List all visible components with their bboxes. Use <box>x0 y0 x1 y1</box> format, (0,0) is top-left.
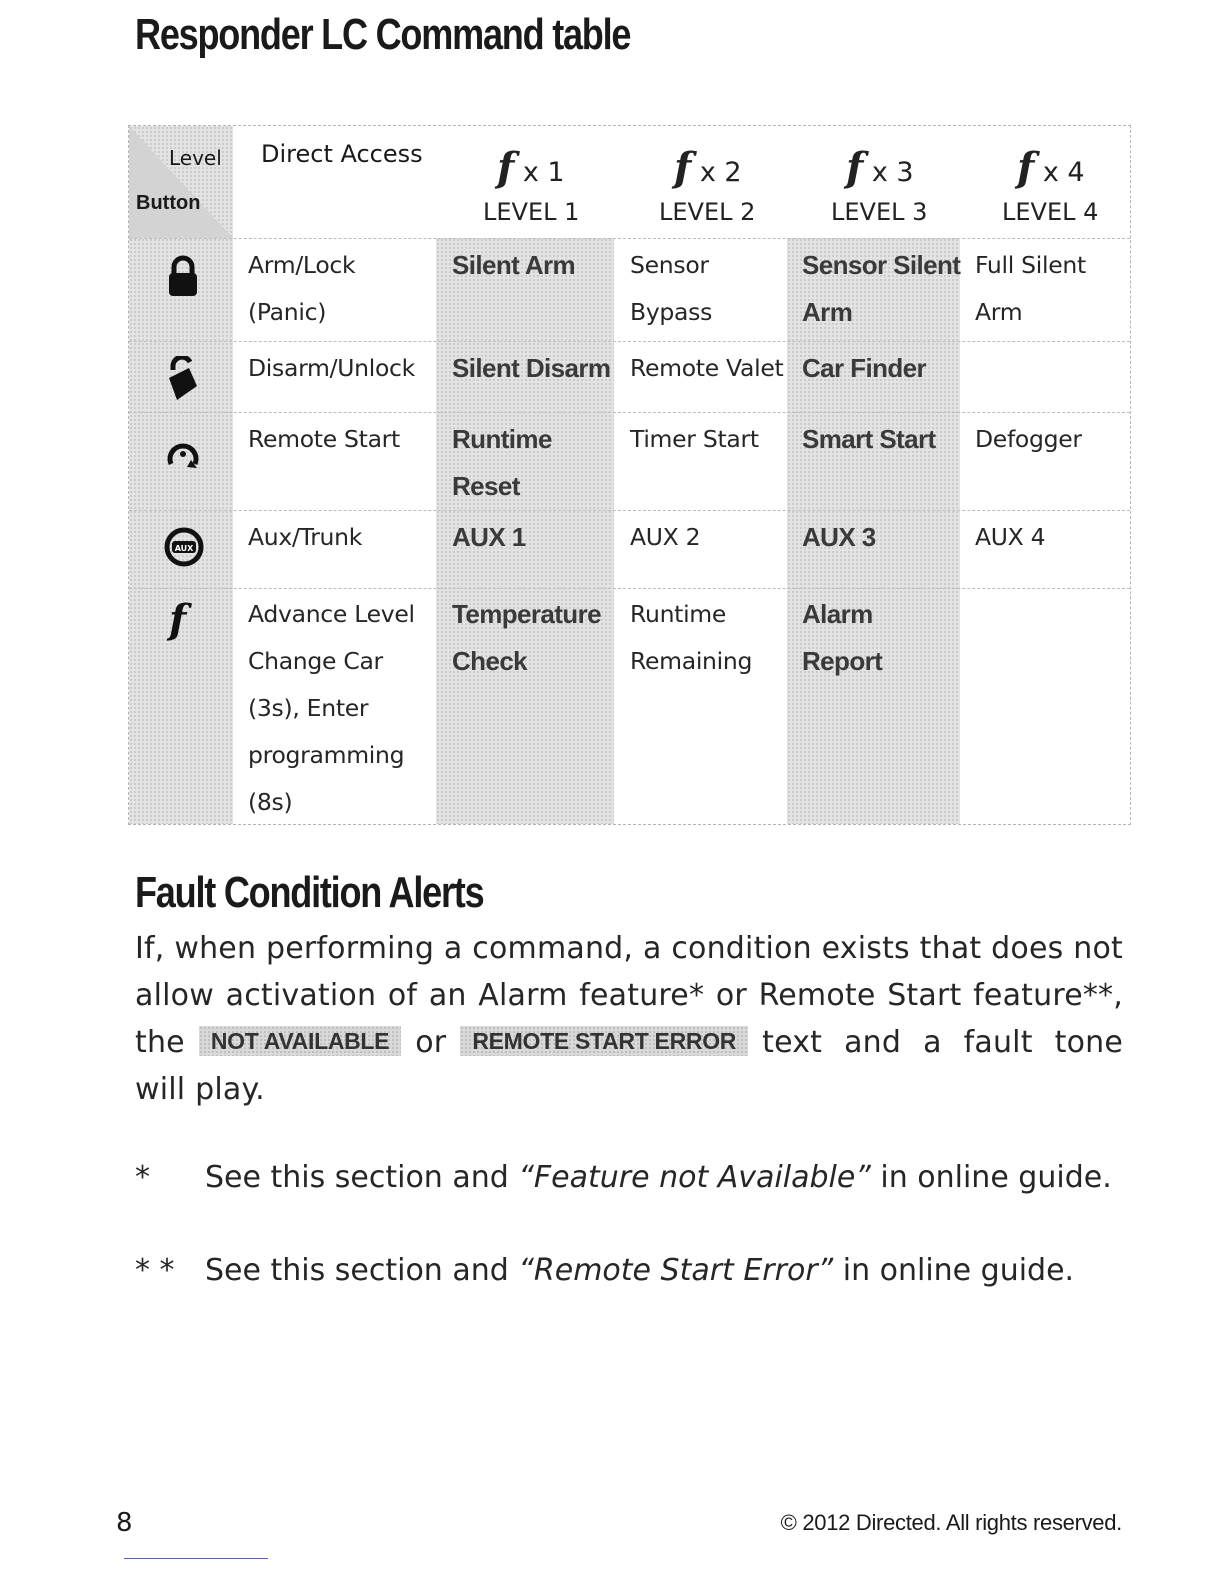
cell-row4-direct <box>248 514 362 561</box>
cell-row1-level2 <box>630 242 712 336</box>
footnote-1 <box>135 1160 1112 1195</box>
header-multiplier: x 4 <box>1042 157 1085 188</box>
not-available-badge: NOT AVAILABLE <box>199 1026 401 1056</box>
cell-line: Defogger <box>975 425 1082 453</box>
cell-row5-level3 <box>802 591 882 685</box>
footnote-reference: “Remote Start Error” <box>518 1253 834 1288</box>
header-level3: LEVEL 3 <box>831 198 928 226</box>
header-fx1 <box>497 144 565 191</box>
header-fx3 <box>846 144 914 191</box>
footnote-mark: * <box>135 1160 150 1195</box>
remote-start-icon <box>163 434 203 474</box>
fault-text-1: If, when performing a command, a condition exists that does not allow activation of an Alarm feature* or Remote Start feature**, the <box>135 931 1123 1060</box>
cell-line: Car Finder <box>802 353 927 383</box>
cell-line: Arm/Lock <box>248 251 356 279</box>
cell-row2-level3 <box>802 345 926 392</box>
footer-rule <box>124 1558 268 1559</box>
cell-row3-level2 <box>630 416 759 463</box>
cell-line: Aux/Trunk <box>248 523 363 551</box>
cell-line: Reset <box>452 471 520 501</box>
cell-line: Runtime <box>630 600 727 628</box>
fault-paragraph <box>135 925 1123 1113</box>
header-multiplier: x 1 <box>522 157 565 188</box>
cell-line: Check <box>452 646 528 676</box>
aux-icon-text: AUX <box>174 544 194 553</box>
remote-start-error-badge: REMOTE START ERROR <box>460 1026 748 1056</box>
cell-line: Arm <box>975 298 1023 326</box>
cell-line: (Panic) <box>248 298 327 326</box>
cell-row4-level1 <box>452 514 526 561</box>
footnote-reference: “Feature not Available” <box>518 1160 871 1195</box>
cell-row5-level1 <box>452 591 601 685</box>
footnote-text: See this section and <box>205 1253 519 1288</box>
cell-line: Remote Start <box>248 425 400 453</box>
header-multiplier: x 2 <box>699 157 742 188</box>
cell-line: (8s) <box>248 788 293 816</box>
cell-line: Change Car <box>248 647 383 675</box>
cell-line: AUX 3 <box>802 522 876 552</box>
cell-line: AUX 2 <box>630 523 701 551</box>
cell-row2-level2 <box>630 345 783 392</box>
cell-line: Sensor Silent <box>802 250 961 280</box>
cell-line: Timer Start <box>630 425 759 453</box>
cell-line: Remote Valet <box>630 354 784 382</box>
cell-line: Silent Arm <box>452 250 576 280</box>
header-multiplier: x 3 <box>871 157 914 188</box>
lock-icon <box>163 254 203 298</box>
cell-line: Runtime <box>452 424 552 454</box>
copyright-notice: © 2012 Directed. All rights reserved. <box>780 1510 1122 1535</box>
cell-line: Sensor <box>630 251 709 279</box>
aux-icon <box>163 526 205 568</box>
page-number: 8 <box>116 1508 133 1538</box>
footnote-text: in online guide. <box>870 1160 1112 1195</box>
cell-row4-level2 <box>630 514 700 561</box>
footnote-text: in online guide. <box>833 1253 1075 1288</box>
function-icon: f <box>846 144 864 191</box>
cell-row4-level3 <box>802 514 876 561</box>
header-fx2 <box>674 144 742 191</box>
corner-level-label: Level <box>169 146 222 170</box>
fault-text-3: text and a fault tone will play. <box>135 1025 1123 1107</box>
cell-line: Alarm <box>802 599 873 629</box>
cell-row3-level3 <box>802 416 936 463</box>
command-table <box>128 125 1131 825</box>
cell-line: AUX 1 <box>452 522 526 552</box>
function-icon: f <box>674 144 692 191</box>
row-divider <box>129 412 1130 413</box>
row-divider <box>129 238 1130 239</box>
cell-line: Disarm/Unlock <box>248 354 415 382</box>
fault-text-2: or <box>415 1025 447 1060</box>
cell-row3-level1 <box>452 416 552 510</box>
cell-line: programming <box>248 741 405 769</box>
unlock-icon <box>163 356 203 404</box>
cell-line: Bypass <box>630 298 713 326</box>
footnote-mark: * * <box>135 1253 175 1288</box>
cell-line: AUX 4 <box>975 523 1046 551</box>
cell-line: Report <box>802 646 883 676</box>
cell-row2-direct <box>248 345 415 392</box>
page-title: Responder LC Command table <box>135 10 631 59</box>
cell-row3-direct <box>248 416 400 463</box>
cell-line: Remaining <box>630 647 753 675</box>
direct-access-header: Direct Access <box>261 140 423 168</box>
cell-row1-direct <box>248 242 355 336</box>
cell-row1-level4 <box>975 242 1086 336</box>
row-divider <box>129 341 1130 342</box>
header-level4: LEVEL 4 <box>1002 198 1099 226</box>
cell-row4-level4 <box>975 514 1045 561</box>
cell-row2-level1 <box>452 345 610 392</box>
cell-line: Silent Disarm <box>452 353 611 383</box>
section-heading: Fault Condition Alerts <box>135 868 484 917</box>
row-divider <box>129 588 1130 589</box>
corner-diagonal <box>129 126 233 238</box>
function-icon: f <box>1017 144 1035 191</box>
cell-row1-level3 <box>802 242 960 336</box>
footnote-2 <box>135 1253 1074 1288</box>
cell-row5-direct <box>248 591 415 826</box>
function-icon: f <box>497 144 515 191</box>
cell-line: (3s), Enter <box>248 694 369 722</box>
footnote-text: See this section and <box>205 1160 519 1195</box>
row-divider <box>129 510 1130 511</box>
cell-line: Full Silent <box>975 251 1086 279</box>
cell-line: Smart Start <box>802 424 936 454</box>
header-level2: LEVEL 2 <box>659 198 756 226</box>
cell-row1-level1 <box>452 242 575 289</box>
cell-line: Advance Level <box>248 600 415 628</box>
cell-row5-level2 <box>630 591 752 685</box>
cell-line: Arm <box>802 297 853 327</box>
cell-line: Temperature <box>452 599 601 629</box>
cell-row3-level4 <box>975 416 1082 463</box>
corner-button-label: Button <box>136 192 201 214</box>
header-level1: LEVEL 1 <box>483 198 580 226</box>
header-fx4 <box>1017 144 1085 191</box>
function-icon: f <box>169 596 187 643</box>
